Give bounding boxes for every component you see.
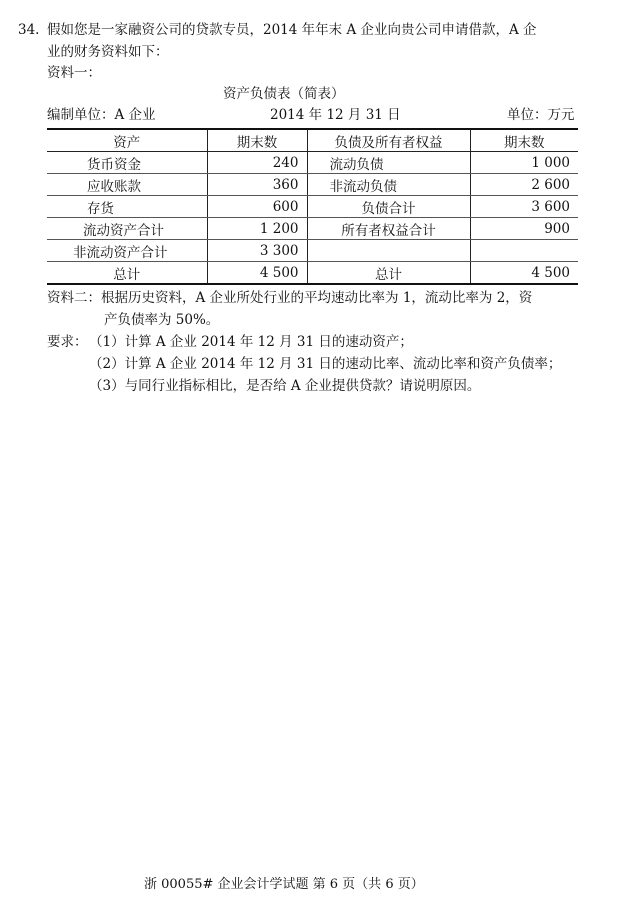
table-row — [47, 174, 578, 196]
table-header-row — [47, 129, 578, 152]
asset-value: 3 300 — [207, 240, 307, 262]
requirement-item-3: （3）与同行业指标相比，是否给 A 企业提供贷款？请说明原因。 — [89, 378, 481, 394]
page-footer: 浙 00055# 企业会计学试题 第 6 页（共 6 页） — [144, 877, 424, 892]
asset-value: 240 — [207, 152, 307, 174]
asset-name: 存货 — [47, 196, 207, 218]
balance-sheet-table — [47, 128, 578, 285]
asset-value: 360 — [207, 174, 307, 196]
table-row — [47, 152, 578, 174]
table-row-total — [47, 262, 578, 285]
asset-total-label: 总计 — [47, 262, 207, 285]
liability-name: 流动负债 — [307, 152, 470, 174]
header-assets: 资产 — [47, 129, 207, 152]
asset-name: 应收账款 — [47, 174, 207, 196]
table-row — [47, 218, 578, 240]
question-text-line-2: 业的财务资料如下： — [47, 44, 169, 60]
question-number: 34. — [18, 22, 40, 38]
requirements-label: 要求： — [47, 334, 88, 350]
table-row — [47, 240, 578, 262]
liability-name — [307, 240, 470, 262]
asset-value: 600 — [207, 196, 307, 218]
liability-name: 所有者权益合计 — [307, 218, 470, 240]
asset-name: 流动资产合计 — [47, 218, 207, 240]
liability-name: 负债合计 — [307, 196, 470, 218]
asset-value: 1 200 — [207, 218, 307, 240]
liability-total-value: 4 500 — [470, 262, 578, 285]
unit-label: 单位：万元 — [507, 107, 575, 123]
table-row — [47, 196, 578, 218]
liability-name: 非流动负债 — [307, 174, 470, 196]
requirement-item-1: （1）计算 A 企业 2014 年 12 月 31 日的速动资产； — [89, 334, 413, 350]
header-liability-period-end: 期末数 — [470, 129, 578, 152]
liability-value: 1 000 — [470, 152, 578, 174]
material-2-line-2: 产负债率为 50%。 — [104, 312, 220, 328]
liability-value — [470, 240, 578, 262]
material-2-line-1: 资料二：根据历史资料，A 企业所处行业的平均速动比率为 1，流动比率为 2，资 — [47, 290, 533, 306]
asset-total-value: 4 500 — [207, 262, 307, 285]
liability-total-label: 总计 — [307, 262, 470, 285]
liability-value: 900 — [470, 218, 578, 240]
report-date: 2014 年 12 月 31 日 — [270, 107, 401, 123]
question-text-line-1: 假如您是一家融资公司的贷款专员，2014 年年末 A 企业向贵公司申请借款，A 企 — [47, 22, 537, 38]
table-title: 资产负债表（简表） — [223, 86, 345, 102]
header-liabilities-equity: 负债及所有者权益 — [307, 129, 470, 152]
liability-value: 2 600 — [470, 174, 578, 196]
header-asset-period-end: 期末数 — [207, 129, 307, 152]
asset-name: 货币资金 — [47, 152, 207, 174]
asset-name: 非流动资产合计 — [47, 240, 207, 262]
liability-value: 3 600 — [470, 196, 578, 218]
prepared-by: 编制单位：A 企业 — [47, 107, 156, 123]
requirement-item-2: （2）计算 A 企业 2014 年 12 月 31 日的速动比率、流动比率和资产负债率； — [89, 356, 562, 372]
material-1-label: 资料一： — [47, 65, 101, 81]
